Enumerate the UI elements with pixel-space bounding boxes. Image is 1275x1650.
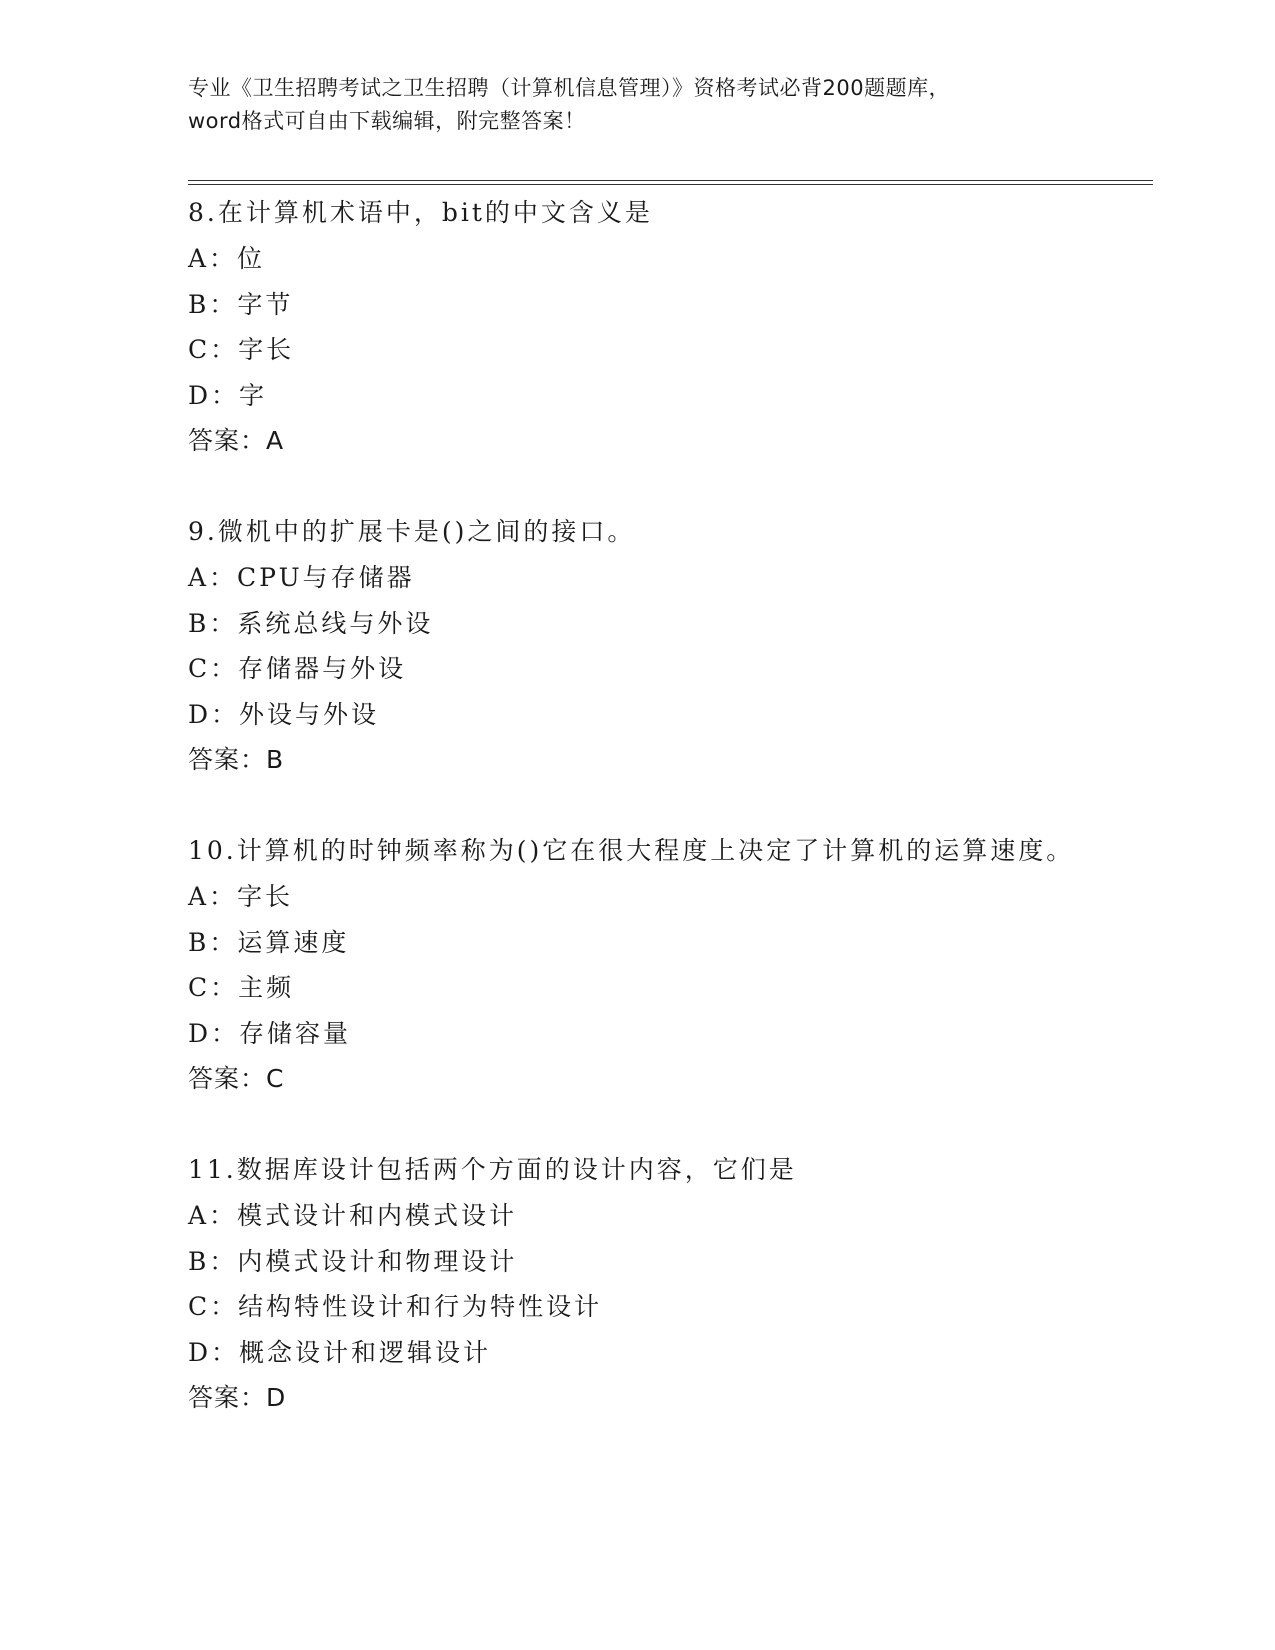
- question-stem: 10.计算机的时钟频率称为()它在很大程度上决定了计算机的运算速度。: [188, 836, 1075, 865]
- header-line-2: word格式可自由下载编辑，附完整答案！: [188, 109, 586, 133]
- header-divider-top: [188, 180, 1153, 181]
- option-d: D：概念设计和逻辑设计: [188, 1337, 492, 1367]
- option-a: A：位: [188, 244, 266, 273]
- option-d: D：字: [188, 380, 268, 410]
- option-b: B：字节: [188, 289, 294, 319]
- question-9: [188, 509, 1148, 782]
- question-10: [188, 828, 1148, 1101]
- option-b: B：内模式设计和物理设计: [188, 1246, 518, 1276]
- option-c: C：主频: [188, 973, 295, 1002]
- question-stem: 11.数据库设计包括两个方面的设计内容，它们是: [188, 1155, 797, 1184]
- option-d: D：存储容量: [188, 1018, 352, 1048]
- option-c: C：字长: [188, 335, 295, 364]
- question-stem: 9.微机中的扩展卡是()之间的接口。: [188, 517, 636, 546]
- option-d: D：外设与外设: [188, 699, 380, 729]
- option-a: A：字长: [188, 882, 294, 911]
- answer-line: 答案：C: [188, 1064, 285, 1093]
- option-a: A：CPU与存储器: [188, 563, 415, 592]
- header-divider-bottom: [188, 184, 1153, 185]
- option-a: A：模式设计和内模式设计: [188, 1201, 518, 1230]
- question-8: [188, 190, 1148, 463]
- answer-line: 答案：A: [188, 426, 285, 455]
- question-stem: 8.在计算机术语中，bit的中文含义是: [188, 198, 653, 227]
- question-11: [188, 1147, 1148, 1420]
- option-c: C：存储器与外设: [188, 654, 407, 683]
- question-list: [188, 190, 1148, 1466]
- answer-line: 答案：B: [188, 745, 285, 774]
- header-line-1: 专业《卫生招聘考试之卫生招聘（计算机信息管理）》资格考试必背200题题库，: [188, 76, 951, 100]
- option-b: B：系统总线与外设: [188, 608, 434, 638]
- document-header: [188, 72, 1088, 138]
- answer-line: 答案：D: [188, 1383, 287, 1412]
- option-c: C：结构特性设计和行为特性设计: [188, 1292, 603, 1321]
- option-b: B：运算速度: [188, 927, 350, 957]
